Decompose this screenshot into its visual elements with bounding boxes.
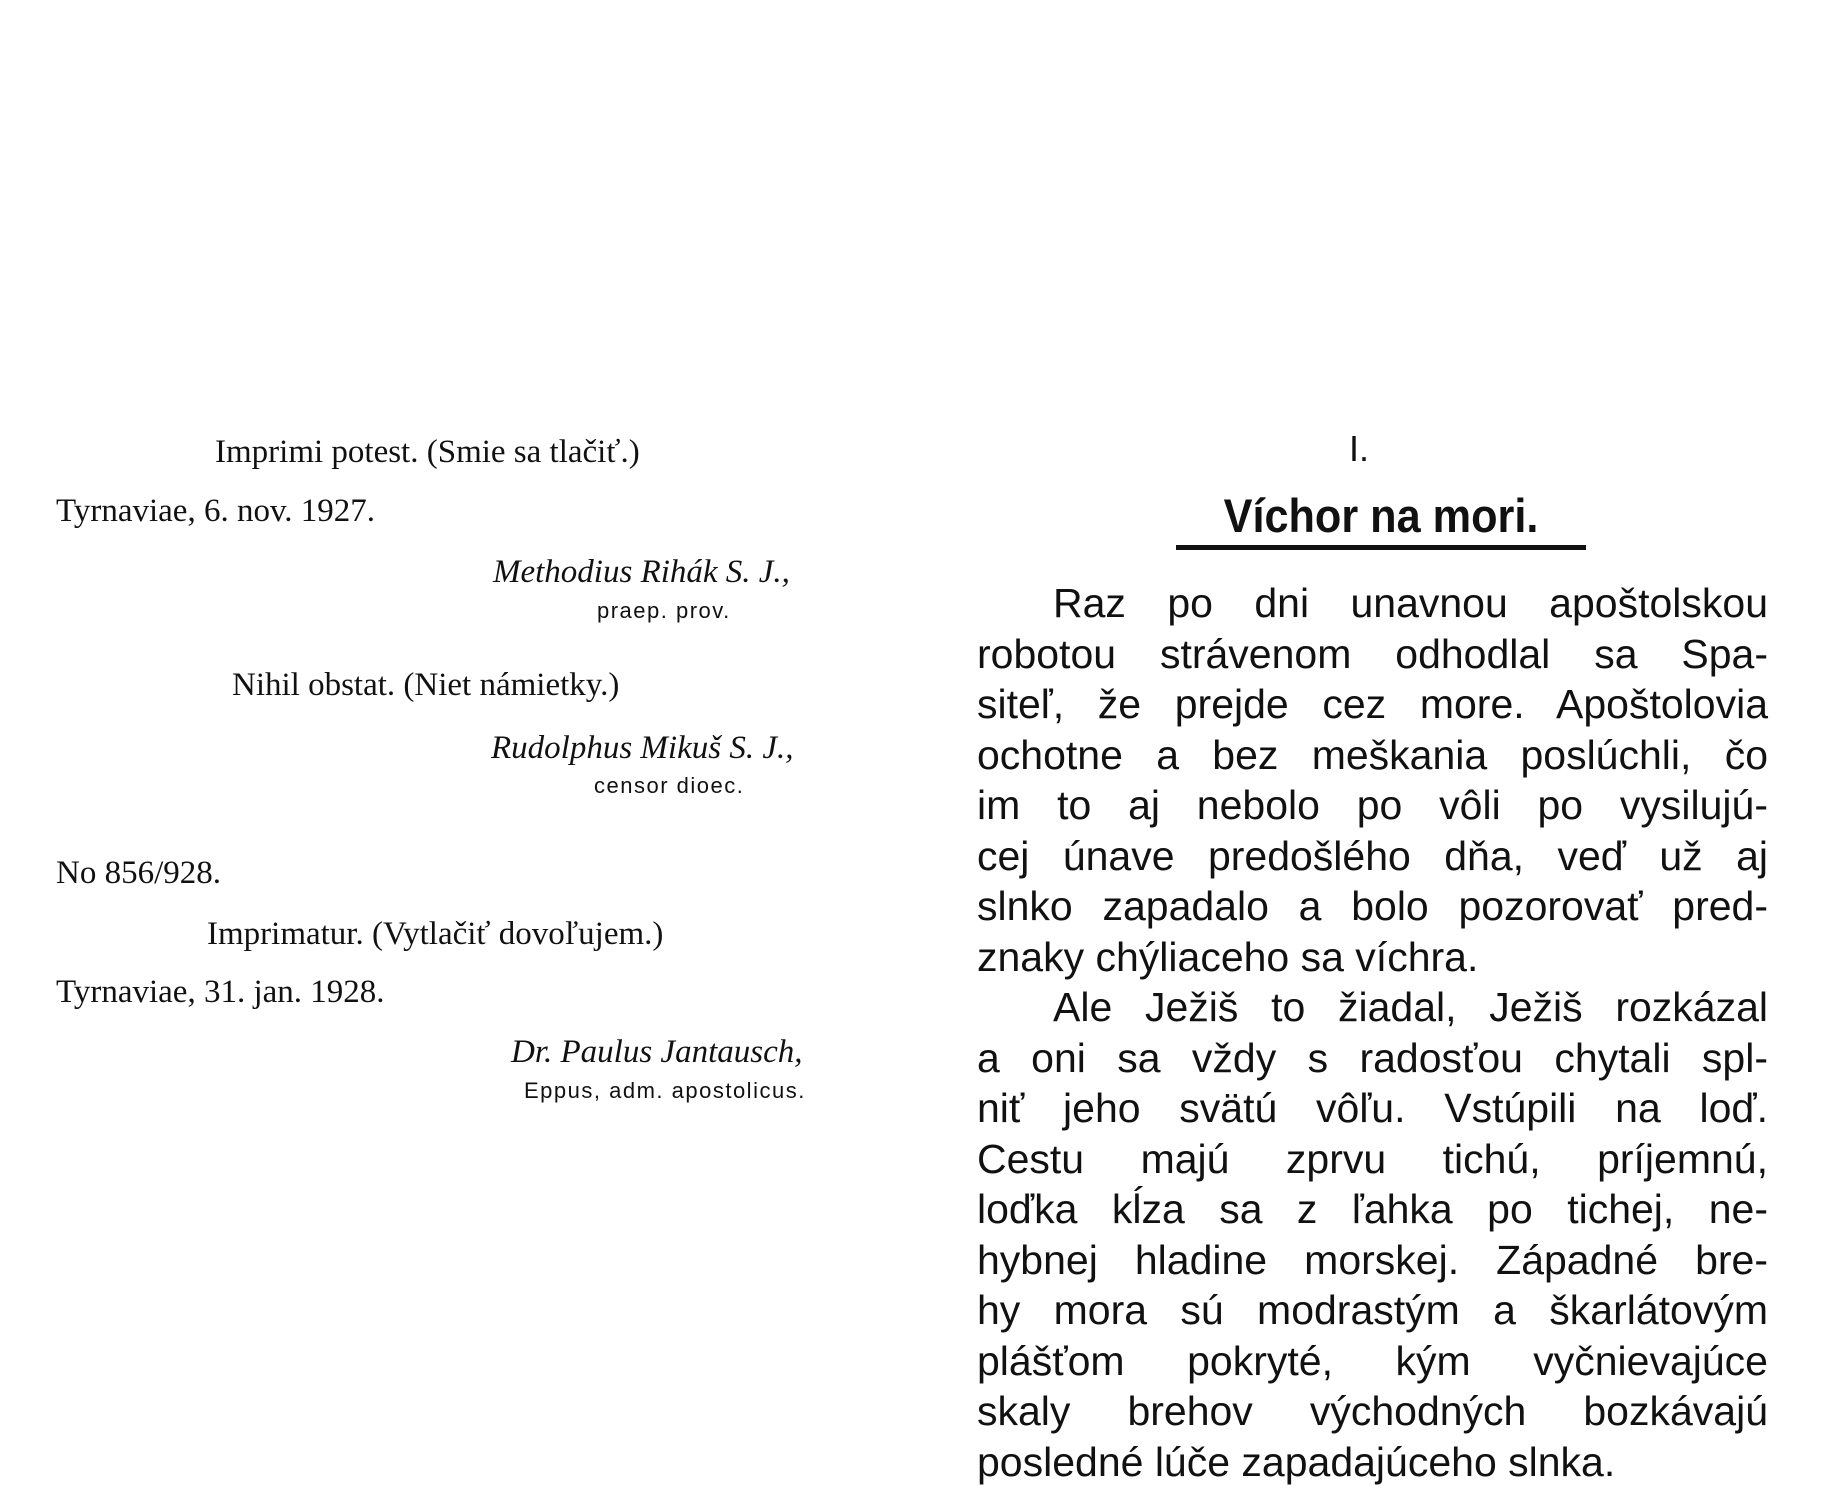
tyrnaviae-date-1: Tyrnaviae, 6. nov. 1927. <box>56 493 376 529</box>
body-line: niť jeho svätú vôľu. Vstúpili na loď. <box>977 1085 1768 1131</box>
body-line: Ale Ježiš to žiadal, Ježiš rozkázal <box>1053 984 1768 1030</box>
imprimi-potest-line: Imprimi potest. (Smie sa tlačiť.) <box>215 434 640 470</box>
signer-1-name: Methodius Rihák S. J., <box>493 554 790 590</box>
nihil-obstat-line: Nihil obstat. (Niet námietky.) <box>232 667 620 703</box>
chapter-title: Víchor na mori. <box>1223 489 1539 542</box>
body-line: Cestu majú zprvu tichú, príjemnú, <box>977 1135 1768 1182</box>
body-text <box>977 578 1768 1487</box>
right-page <box>911 0 1822 1500</box>
signer-3-title: Eppus, adm. apostolicus. <box>524 1078 806 1103</box>
imprimatur-line: Imprimatur. (Vytlačiť dovoľujem.) <box>207 916 664 952</box>
chapter-number: I. <box>1349 428 1370 469</box>
signer-2-name: Rudolphus Mikuš S. J., <box>491 730 794 766</box>
body-line: loďka kĺza sa z ľahka po tichej, ne- <box>977 1186 1768 1232</box>
body-line: skaly brehov východných bozkávajú <box>977 1388 1768 1434</box>
title-underline <box>1176 545 1586 550</box>
body-line: robotou strávenom odhodlal sa Spa- <box>977 630 1768 677</box>
body-line: cej únave predošlého dňa, veď už aj <box>977 832 1768 879</box>
body-line: Raz po dni unavnou apoštolskou <box>1053 580 1768 626</box>
body-line: im to aj nebolo po vôli po vysilujú- <box>977 782 1768 828</box>
body-line: siteľ, že prejde cez more. Apoštolovia <box>977 681 1768 727</box>
signer-1-title: praep. prov. <box>597 598 731 623</box>
body-line: slnko zapadalo a bolo pozorovať pred- <box>977 883 1768 929</box>
tyrnaviae-date-2: Tyrnaviae, 31. jan. 1928. <box>56 974 385 1010</box>
body-line: hybnej hladine morskej. Západné bre- <box>977 1236 1768 1283</box>
body-line: a oni sa vždy s radosťou chytali spl- <box>977 1034 1768 1081</box>
body-line: znaky chýliaceho sa víchra. <box>977 933 1479 980</box>
document-number: No 856/928. <box>56 855 221 891</box>
body-line: posledné lúče zapadajúceho slnka. <box>977 1438 1616 1485</box>
body-line: plášťom pokryté, kým vyčnievajúce <box>977 1337 1768 1384</box>
body-line: ochotne a bez meškania poslúchli, čo <box>977 731 1768 778</box>
body-line: hy mora sú modrastým a škarlátovým <box>977 1287 1768 1333</box>
signer-2-title: censor dioec. <box>594 773 745 798</box>
signer-3-name: Dr. Paulus Jantausch, <box>511 1034 803 1070</box>
